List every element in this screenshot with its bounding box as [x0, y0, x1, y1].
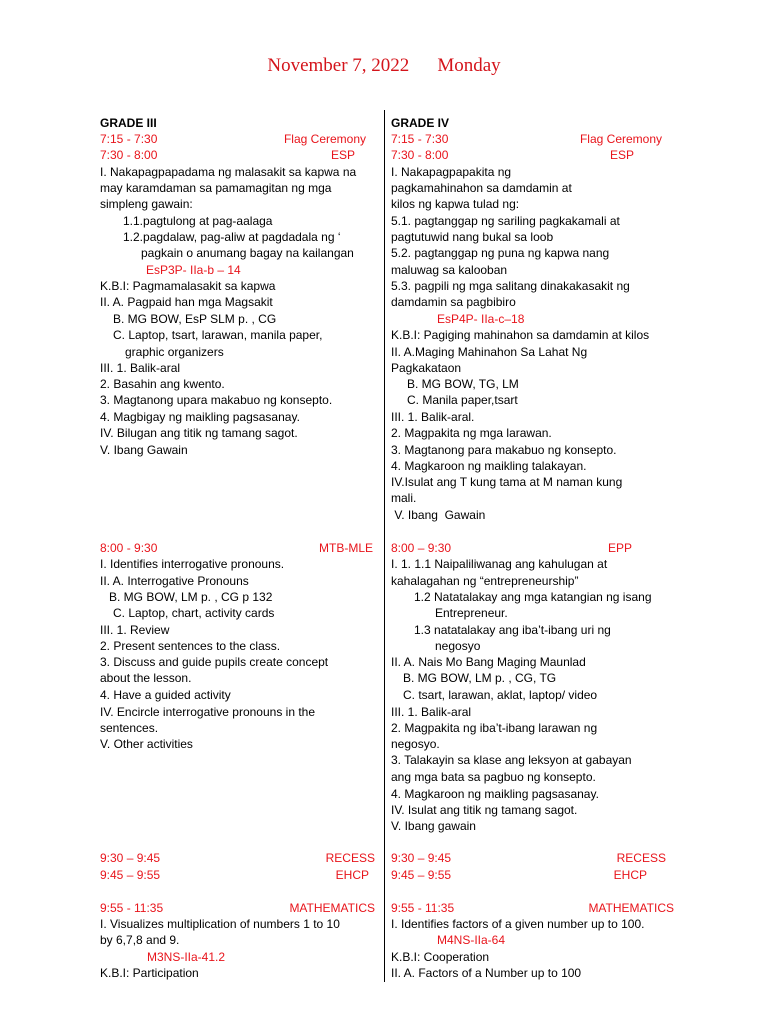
right-epp-procedure: III. 1. Balik-aral [391, 705, 472, 719]
date-text: November 7, 2022 [267, 55, 410, 76]
left-grade-heading: GRADE III [100, 116, 157, 130]
left-ehcp-row [100, 867, 375, 883]
left-flag-time: 7:15 - 7:30 [100, 132, 158, 146]
left-math-code: M3NS-IIa-41.2 [147, 950, 226, 964]
left-esp-procedure: 3. Magtanong upara makabuo ng konsepto. [100, 393, 333, 407]
left-recess-time: 9:30 – 9:45 [100, 851, 161, 865]
right-esp-objective: kilos ng kapwa tulad ng: [391, 197, 520, 211]
left-esp-materials: C. Laptop, tsart, larawan, manila paper, [113, 328, 323, 342]
right-esp-code: EsP4P- IIa-c–18 [437, 312, 525, 326]
left-mtb-subject: MTB-MLE [319, 541, 373, 555]
left-ehcp-subject: EHCP [335, 868, 369, 882]
right-epp-procedure: ang mga bata sa pagbuo ng konsepto. [391, 770, 596, 784]
left-math-objective: I. Visualizes multiplication of numbers 1 to 10 [100, 917, 340, 931]
left-esp-objective: I. Nakapagpapadama ng malasakit sa kapwa na [100, 165, 357, 179]
right-epp-subject-matter: II. A. Nais Mo Bang Maging Maunlad [391, 655, 586, 669]
left-esp-procedure: 2. Basahin ang kwento. [100, 377, 225, 391]
right-esp-procedure: 3. Magtanong para makabuo ng konsepto. [391, 443, 617, 457]
right-esp-objective: pagtutuwid nang bukal sa loob [391, 230, 554, 244]
right-epp-objective: I. 1. 1.1 Naipaliliwanag ang kahulugan at [391, 557, 608, 571]
left-esp-time: 7:30 - 8:00 [100, 148, 158, 162]
left-math-kbi: K.B.I: Participation [100, 966, 199, 980]
left-esp-code: EsP3P- IIa-b – 14 [146, 263, 241, 277]
left-ehcp-time: 9:45 – 9:55 [100, 868, 161, 882]
right-epp-time: 8:00 – 9:30 [391, 541, 452, 555]
right-esp-references: B. MG BOW, TG, LM [407, 377, 519, 391]
right-recess-subject: RECESS [616, 851, 666, 865]
left-mtb-assignment: V. Other activities [100, 737, 193, 751]
right-esp-materials: C. Manila paper,tsart [407, 393, 518, 407]
left-flag-subject: Flag Ceremony [283, 132, 366, 146]
right-epp-objective: 1.2 Natatalakay ang mga katangian ng isang [414, 590, 652, 604]
left-flag-row [100, 131, 375, 147]
right-epp-objective: negosyo [435, 639, 481, 653]
left-math-objective: by 6,7,8 and 9. [100, 933, 180, 947]
right-esp-procedure: 2. Magpakita ng mga larawan. [391, 426, 552, 440]
left-esp-subject-matter: II. A. Pagpaid han mga Magsakit [100, 295, 273, 309]
right-flag-row [391, 131, 674, 147]
right-epp-references: B. MG BOW, LM p. , CG, TG [403, 671, 557, 685]
left-mtb-procedure: 4. Have a guided activity [100, 688, 231, 702]
right-esp-procedure: III. 1. Balik-aral. [391, 410, 475, 424]
column-divider [384, 110, 385, 982]
left-mtb-objective: I. Identifies interrogative pronouns. [100, 557, 285, 571]
right-esp-assignment: V. Ibang Gawain [391, 508, 486, 522]
right-epp-procedure: 4. Magkaroon ng maikling pagsasanay. [391, 787, 599, 801]
right-math-row [391, 900, 674, 916]
right-esp-row [391, 147, 674, 163]
right-epp-assignment: V. Ibang gawain [391, 819, 476, 833]
right-math-objective: I. Identifies factors of a given number up to 100. [391, 917, 645, 931]
day-text: Monday [437, 55, 501, 76]
right-epp-procedure: negosyo. [391, 737, 440, 751]
left-esp-subject: ESP [330, 148, 355, 162]
right-math-time: 9:55 - 11:35 [391, 901, 455, 915]
right-esp-subject-matter: II. A.Maging Mahinahon Sa Lahat Ng [391, 345, 588, 359]
right-grade-heading: GRADE IV [391, 116, 450, 130]
left-math-subject: MATHEMATICS [289, 901, 375, 915]
left-esp-kbi: K.B.I: Pagmamalasakit sa kapwa [100, 279, 276, 293]
right-esp-evaluation: mali. [391, 491, 417, 505]
right-math-subject-matter: II. A. Factors of a Number up to 100 [391, 966, 582, 980]
date-heading [0, 55, 768, 77]
left-mtb-evaluation: sentences. [100, 721, 159, 735]
left-esp-row [100, 147, 375, 163]
left-mtb-evaluation: IV. Encircle interrogative pronouns in the [100, 705, 316, 719]
right-epp-procedure: 2. Magpakita ng iba’t-ibang larawan ng [391, 721, 598, 735]
left-recess-row [100, 850, 375, 866]
right-flag-subject: Flag Ceremony [579, 132, 662, 146]
right-recess-time: 9:30 – 9:45 [391, 851, 452, 865]
left-esp-sub-objective: pagkain o anumang bagay na kailangan [141, 246, 354, 260]
left-math-time: 9:55 - 11:35 [100, 901, 164, 915]
right-epp-evaluation: IV. Isulat ang titik ng tamang sagot. [391, 803, 578, 817]
left-esp-references: B. MG BOW, EsP SLM p. , CG [113, 312, 277, 326]
left-mtb-subject-matter: II. A. Interrogative Pronouns [100, 574, 249, 588]
left-math-row [100, 900, 375, 916]
left-mtb-time: 8:00 - 9:30 [100, 541, 158, 555]
left-mtb-references: B. MG BOW, LM p. , CG p 132 [109, 590, 273, 604]
left-esp-sub-objective: 1.1.pagtulong at pag-aalaga [123, 214, 273, 228]
left-esp-sub-objective: 1.2.pagdalaw, pag-aliw at pagdadala ng ‘ [123, 230, 341, 244]
right-ehcp-subject: EHCP [613, 868, 647, 882]
left-esp-assignment: V. Ibang Gawain [100, 443, 188, 457]
right-esp-objective: 5.1. pagtanggap ng sariling pagkakamali at [391, 214, 620, 228]
right-esp-objective: damdamin sa pagbibiro [391, 295, 516, 309]
right-esp-evaluation: IV.Isulat ang T kung tama at M naman kung [391, 475, 623, 489]
right-epp-materials: C. tsart, larawan, aklat, laptop/ video [403, 688, 598, 702]
right-esp-subject-matter: Pagkakataon [391, 361, 462, 375]
left-esp-procedure: 4. Magbigay ng maikling pagsasanay. [100, 410, 300, 424]
left-mtb-procedure: about the lesson. [100, 671, 192, 685]
right-recess-row [391, 850, 674, 866]
right-esp-time: 7:30 - 8:00 [391, 148, 449, 162]
right-epp-subject: EPP [607, 541, 632, 555]
left-mtb-row [100, 540, 375, 556]
left-esp-materials: graphic organizers [125, 345, 224, 359]
right-epp-objective: Entrepreneur. [435, 606, 508, 620]
right-epp-row [391, 540, 674, 556]
left-esp-evaluation: IV. Bilugan ang titik ng tamang sagot. [100, 426, 298, 440]
right-epp-objective: 1.3 natatalakay ang iba’t-ibang uri ng [414, 623, 611, 637]
right-esp-objective: 5.3. pagpili ng mga salitang dinakakasakit ng [391, 279, 630, 293]
left-recess-subject: RECESS [325, 851, 375, 865]
left-esp-objective: may karamdaman sa pamamagitan ng mga [100, 181, 332, 195]
left-mtb-procedure: III. 1. Review [100, 623, 170, 637]
right-esp-kbi: K.B.I: Pagiging mahinahon sa damdamin at kilos [391, 328, 650, 342]
left-esp-procedure: III. 1. Balik-aral [100, 361, 181, 375]
right-epp-procedure: 3. Talakayin sa klase ang leksyon at gabayan [391, 753, 632, 767]
right-flag-time: 7:15 - 7:30 [391, 132, 449, 146]
right-ehcp-time: 9:45 – 9:55 [391, 868, 452, 882]
right-esp-procedure: 4. Magkaroon ng maikling talakayan. [391, 459, 587, 473]
right-epp-objective: kahalagahan ng “entrepreneurship” [391, 574, 579, 588]
right-math-code: M4NS-IIa-64 [437, 933, 506, 947]
right-math-subject: MATHEMATICS [588, 901, 674, 915]
right-math-kbi: K.B.I: Cooperation [391, 950, 490, 964]
right-esp-objective: maluwag sa kalooban [391, 263, 508, 277]
right-ehcp-row [391, 867, 674, 883]
left-esp-objective: simpleng gawain: [100, 197, 193, 211]
right-esp-objective: pagkamahinahon sa damdamin at [391, 181, 572, 195]
right-esp-subject: ESP [609, 148, 634, 162]
left-mtb-procedure: 3. Discuss and guide pupils create concept [100, 655, 329, 669]
left-mtb-materials: C. Laptop, chart, activity cards [113, 606, 275, 620]
right-esp-objective: I. Nakapagpapakita ng [391, 165, 512, 179]
left-mtb-procedure: 2. Present sentences to the class. [100, 639, 281, 653]
right-esp-objective: 5.2. pagtanggap ng puna ng kapwa nang [391, 246, 610, 260]
